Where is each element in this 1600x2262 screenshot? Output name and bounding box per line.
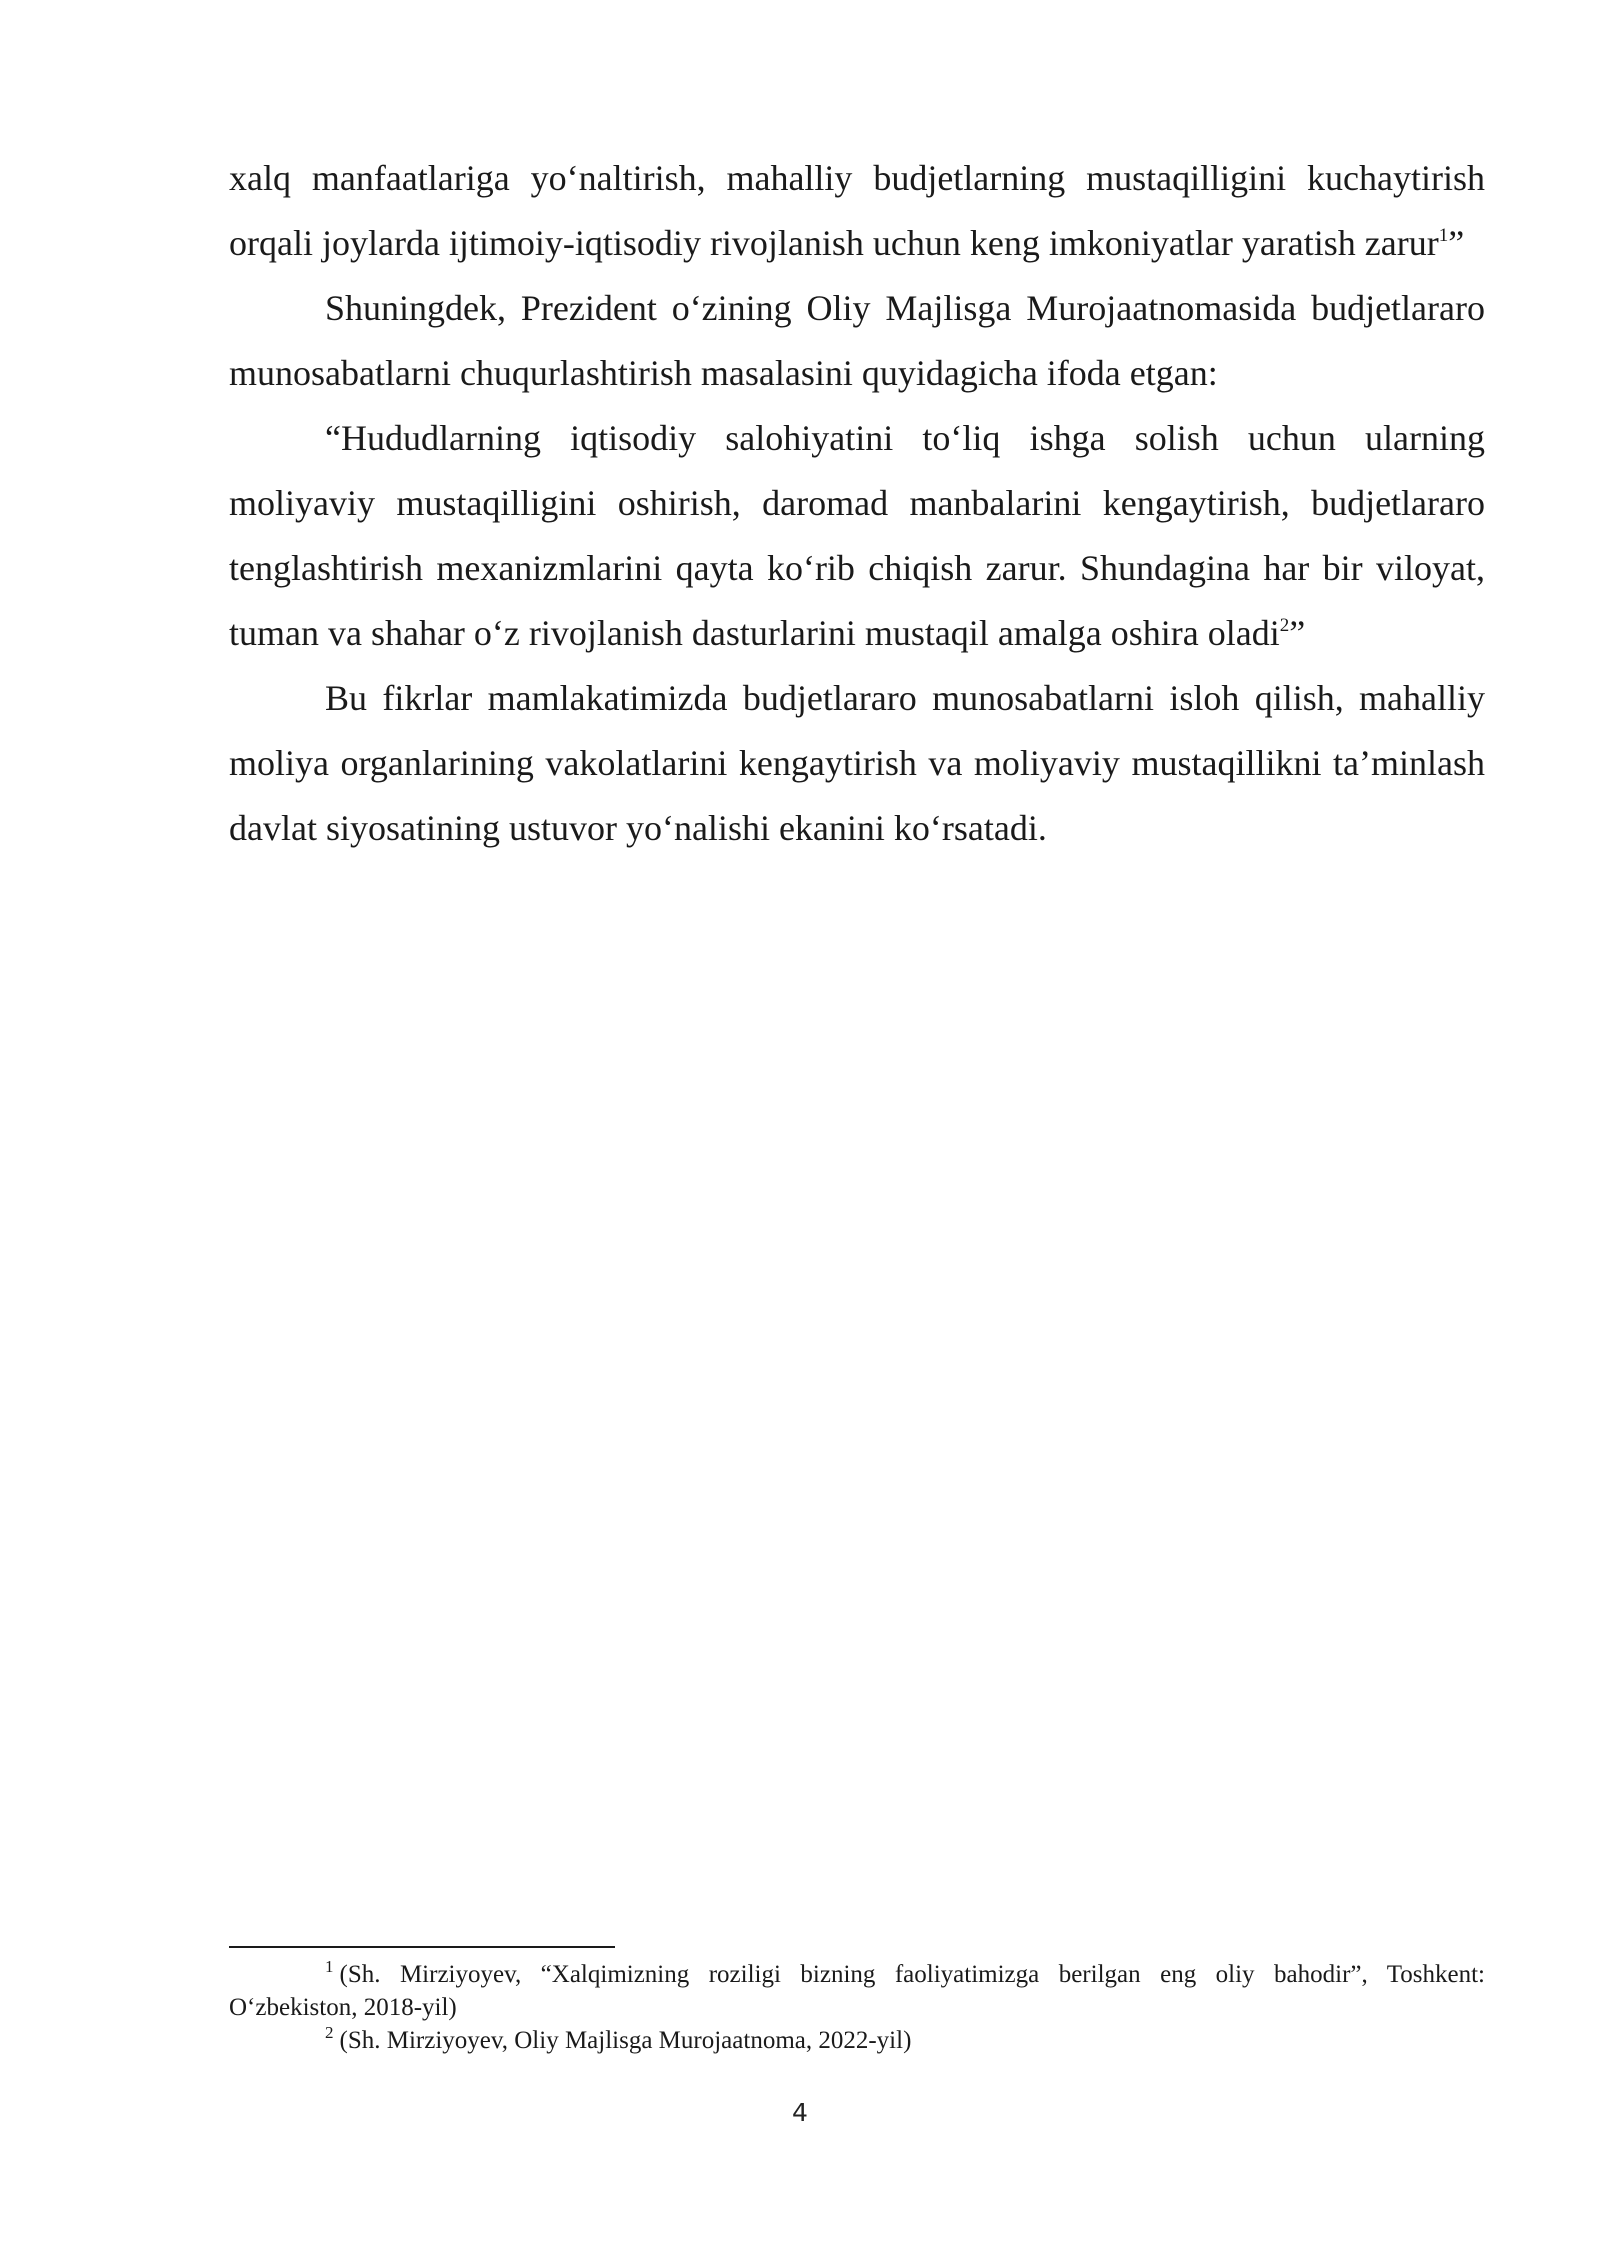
- footnote-number: 2: [325, 2023, 334, 2042]
- paragraph-text: Bu fikrlar mamlakatimizda budjetlararo munosabatlarni isloh qilish, mahalliy moliya organlarining vakolatlarini kengaytirish va moliyaviy mustaqillikni ta’minlash davlat siyosatining ustuvor yo‘nalishi ekanini ko‘rsatadi.: [229, 678, 1485, 848]
- paragraph-conclusion: [229, 666, 1485, 861]
- footnote-reference[interactable]: 1: [1438, 225, 1449, 246]
- body-text: [229, 146, 1485, 861]
- paragraph-text: Shuningdek, Prezident o‘zining Oliy Majlisga Murojaatnomasida budjetlararo munosabatlarni chuqurlashtirish masalasini quyidagicha ifoda etgan:: [229, 288, 1485, 393]
- footnote-separator: [229, 1946, 615, 1948]
- paragraph-introduction: [229, 276, 1485, 406]
- paragraph-continuation: [229, 146, 1485, 276]
- closing-quote: ”: [1448, 223, 1465, 263]
- footnote-text: (Sh. Mirziyoyev, “Xalqimizning roziligi bizning faoliyatimizga berilgan eng oliy bahodir”, Toshkent: O‘zbekiston, 2018-yil): [229, 1961, 1485, 2021]
- footnote-number: 1: [325, 1957, 334, 1976]
- paragraph-text: xalq manfaatlariga yo‘naltirish, mahalliy budjetlarning mustaqilligini kuchaytirish orqali joylarda ijtimoiy-iqtisodiy rivojlanish uchun keng imkoniyatlar yaratish zarur: [229, 158, 1485, 263]
- footnote-item: [229, 2024, 1485, 2057]
- footnotes-section: [229, 1958, 1485, 2057]
- closing-quote: ”: [1289, 613, 1306, 653]
- page-number: 4: [792, 2098, 808, 2127]
- paragraph-text: “Hududlarning iqtisodiy salohiyatini to‘liq ishga solish uchun ularning moliyaviy mustaqilligini oshirish, daromad manbalarini kengaytirish, budjetlararo tenglashtirish mexanizmlarini qayta ko‘rib chiqish zarur. Shundagina har bir viloyat, tuman va shahar o‘z rivojlanish dasturlarini mustaqil amalga oshira oladi: [229, 418, 1485, 653]
- footnote-text: (Sh. Mirziyoyev, Oliy Majlisga Murojaatnoma, 2022-yil): [339, 2027, 912, 2054]
- paragraph-quotation: [229, 406, 1485, 666]
- footnote-item: [229, 1958, 1485, 2024]
- footnote-reference[interactable]: 2: [1279, 615, 1290, 636]
